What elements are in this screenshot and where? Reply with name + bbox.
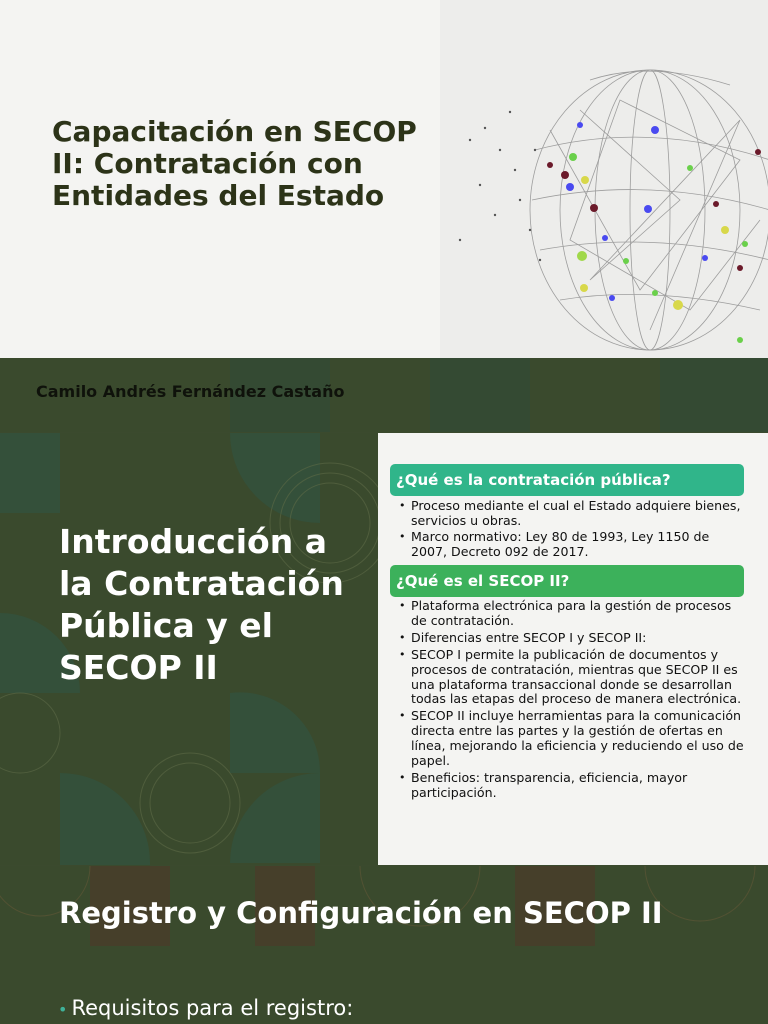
list-item: • SECOP I permite la publicación de documentos y procesos de contratación, mientras que SECOP II es una plataforma transaccional donde se desarrollan todas las etapas del proceso de manera electrónica. bbox=[398, 648, 748, 708]
title-slide bbox=[0, 0, 768, 358]
bullet-list-secop bbox=[398, 599, 748, 803]
section-title: Introducción a la Contratación Pública y el SECOP II bbox=[59, 522, 344, 687]
author-name: Camilo Andrés Fernández Castaño bbox=[36, 382, 345, 401]
question-header-secop: ¿Qué es el SECOP II? bbox=[390, 565, 744, 597]
author-band bbox=[0, 358, 768, 432]
list-item: • Diferencias entre SECOP I y SECOP II: bbox=[398, 631, 748, 646]
list-item: • Plataforma electrónica para la gestión de procesos de contratación. bbox=[398, 599, 748, 629]
bullet-list-contratacion bbox=[398, 499, 748, 561]
slide-heading: Registro y Configuración en SECOP II bbox=[59, 896, 663, 930]
content-panel bbox=[378, 433, 768, 865]
intro-slide bbox=[0, 433, 768, 865]
bullet-item bbox=[58, 996, 353, 1020]
list-item: • Beneficios: transparencia, eficiencia, mayor participación. bbox=[398, 771, 748, 801]
question-header-contratacion: ¿Qué es la contratación pública? bbox=[390, 464, 744, 496]
bullet-text: Requisitos para el registro: bbox=[71, 996, 354, 1020]
network-globe-graphic bbox=[440, 0, 768, 358]
bullet-dot-icon: • bbox=[58, 1000, 68, 1019]
registration-slide bbox=[0, 866, 768, 1024]
list-item: • Proceso mediante el cual el Estado adquiere bienes, servicios u obras. bbox=[398, 499, 748, 528]
slide-title: Capacitación en SECOP II: Contratación con Entidades del Estado bbox=[52, 115, 417, 212]
list-item: • Marco normativo: Ley 80 de 1993, Ley 1150 de 2007, Decreto 092 de 2017. bbox=[398, 530, 748, 559]
list-item: • SECOP II incluye herramientas para la comunicación directa entre las partes y la gestión de ofertas en línea, mejorando la eficiencia y reduciendo el uso de papel. bbox=[398, 709, 748, 769]
